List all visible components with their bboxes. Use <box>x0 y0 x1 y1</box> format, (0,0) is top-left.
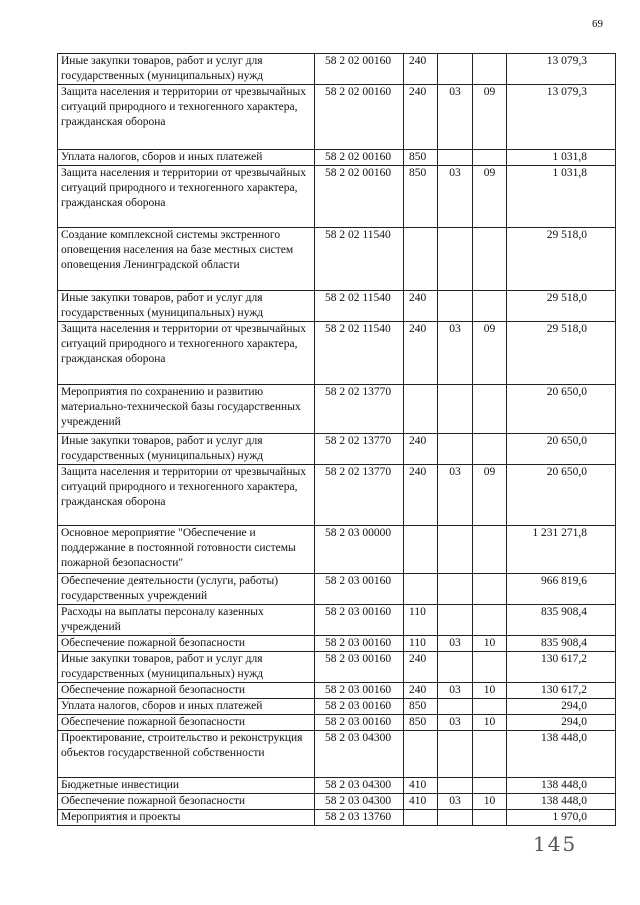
row-rz-cell <box>438 54 473 85</box>
row-code-cell: 58 2 03 00160 <box>315 652 404 683</box>
row-rz-cell: 03 <box>438 85 473 150</box>
row-rz-cell <box>438 228 473 291</box>
row-vr-cell: 110 <box>404 605 438 636</box>
row-pr-cell <box>473 731 507 778</box>
row-rz-cell <box>438 810 473 826</box>
table-row <box>58 810 616 826</box>
row-sum-cell: 13 079,3 <box>507 85 616 150</box>
row-pr-cell <box>473 810 507 826</box>
row-pr-cell: 09 <box>473 85 507 150</box>
row-pr-cell <box>473 291 507 322</box>
row-rz-cell: 03 <box>438 683 473 699</box>
row-code-cell: 58 2 03 00000 <box>315 526 404 574</box>
table-row <box>58 54 616 85</box>
row-rz-cell: 03 <box>438 715 473 731</box>
row-pr-cell: 10 <box>473 794 507 810</box>
table-row <box>58 605 616 636</box>
table-row <box>58 699 616 715</box>
row-sum-cell: 13 079,3 <box>507 54 616 85</box>
row-name-cell: Расходы на выплаты персоналу казенных учреждений <box>58 605 315 636</box>
row-pr-cell: 10 <box>473 636 507 652</box>
row-pr-cell: 09 <box>473 322 507 385</box>
row-vr-cell: 110 <box>404 636 438 652</box>
row-code-cell: 58 2 03 00160 <box>315 699 404 715</box>
row-sum-cell: 138 448,0 <box>507 794 616 810</box>
table-row <box>58 150 616 166</box>
row-code-cell: 58 2 02 11540 <box>315 291 404 322</box>
row-rz-cell <box>438 778 473 794</box>
row-pr-cell: 10 <box>473 683 507 699</box>
table-row <box>58 731 616 778</box>
row-pr-cell <box>473 150 507 166</box>
table-row <box>58 683 616 699</box>
row-sum-cell: 1 231 271,8 <box>507 526 616 574</box>
row-vr-cell: 240 <box>404 652 438 683</box>
row-name-cell: Иные закупки товаров, работ и услуг для государственных (муниципальных) нужд <box>58 54 315 85</box>
table-row <box>58 794 616 810</box>
table-row <box>58 434 616 465</box>
row-rz-cell <box>438 574 473 605</box>
row-name-cell: Обеспечение пожарной безопасности <box>58 683 315 699</box>
row-name-cell: Иные закупки товаров, работ и услуг для государственных (муниципальных) нужд <box>58 434 315 465</box>
row-code-cell: 58 2 02 00160 <box>315 85 404 150</box>
row-code-cell: 58 2 03 00160 <box>315 636 404 652</box>
table-row <box>58 778 616 794</box>
row-sum-cell: 29 518,0 <box>507 228 616 291</box>
row-pr-cell <box>473 778 507 794</box>
row-sum-cell: 1 031,8 <box>507 150 616 166</box>
row-rz-cell: 03 <box>438 794 473 810</box>
row-pr-cell: 09 <box>473 465 507 526</box>
row-name-cell: Проектирование, строительство и реконструкция объектов государственной собственности <box>58 731 315 778</box>
row-vr-cell: 240 <box>404 85 438 150</box>
row-sum-cell: 966 819,6 <box>507 574 616 605</box>
row-pr-cell <box>473 228 507 291</box>
row-code-cell: 58 2 02 00160 <box>315 150 404 166</box>
row-vr-cell <box>404 810 438 826</box>
row-rz-cell: 03 <box>438 166 473 228</box>
row-pr-cell <box>473 385 507 434</box>
table-row <box>58 228 616 291</box>
budget-table <box>57 53 616 826</box>
table-row <box>58 85 616 150</box>
row-sum-cell: 1 970,0 <box>507 810 616 826</box>
row-pr-cell <box>473 526 507 574</box>
table-row <box>58 636 616 652</box>
row-rz-cell: 03 <box>438 465 473 526</box>
row-code-cell: 58 2 03 00160 <box>315 605 404 636</box>
row-name-cell: Иные закупки товаров, работ и услуг для государственных (муниципальных) нужд <box>58 652 315 683</box>
row-sum-cell: 29 518,0 <box>507 322 616 385</box>
row-vr-cell: 240 <box>404 291 438 322</box>
row-pr-cell <box>473 605 507 636</box>
row-name-cell: Обеспечение пожарной безопасности <box>58 715 315 731</box>
row-code-cell: 58 2 03 00160 <box>315 715 404 731</box>
table-row <box>58 574 616 605</box>
table-row <box>58 385 616 434</box>
row-pr-cell: 10 <box>473 715 507 731</box>
row-code-cell: 58 2 02 11540 <box>315 228 404 291</box>
handwritten-page-stamp: 145 <box>533 832 578 856</box>
row-vr-cell: 240 <box>404 434 438 465</box>
row-vr-cell <box>404 526 438 574</box>
row-rz-cell <box>438 731 473 778</box>
row-rz-cell <box>438 605 473 636</box>
row-pr-cell: 09 <box>473 166 507 228</box>
row-vr-cell: 410 <box>404 794 438 810</box>
row-sum-cell: 294,0 <box>507 715 616 731</box>
row-pr-cell <box>473 434 507 465</box>
row-name-cell: Основное мероприятие "Обеспечение и поддержание в постоянной готовности системы пожарной безопасности" <box>58 526 315 574</box>
row-code-cell: 58 2 02 13770 <box>315 434 404 465</box>
row-rz-cell <box>438 150 473 166</box>
row-name-cell: Защита населения и территории от чрезвычайных ситуаций природного и техногенного характера, гражданская оборона <box>58 465 315 526</box>
table-row <box>58 715 616 731</box>
row-rz-cell: 03 <box>438 322 473 385</box>
row-vr-cell: 240 <box>404 54 438 85</box>
row-name-cell: Уплата налогов, сборов и иных платежей <box>58 150 315 166</box>
row-name-cell: Защита населения и территории от чрезвычайных ситуаций природного и техногенного характера, гражданская оборона <box>58 166 315 228</box>
row-code-cell: 58 2 03 13760 <box>315 810 404 826</box>
row-vr-cell: 850 <box>404 166 438 228</box>
row-name-cell: Мероприятия и проекты <box>58 810 315 826</box>
row-vr-cell: 850 <box>404 699 438 715</box>
row-sum-cell: 138 448,0 <box>507 731 616 778</box>
row-pr-cell <box>473 54 507 85</box>
row-rz-cell <box>438 699 473 715</box>
row-rz-cell <box>438 434 473 465</box>
row-name-cell: Иные закупки товаров, работ и услуг для государственных (муниципальных) нужд <box>58 291 315 322</box>
row-vr-cell <box>404 228 438 291</box>
row-code-cell: 58 2 03 04300 <box>315 731 404 778</box>
row-vr-cell <box>404 385 438 434</box>
row-rz-cell <box>438 652 473 683</box>
row-sum-cell: 20 650,0 <box>507 385 616 434</box>
row-vr-cell: 240 <box>404 322 438 385</box>
row-sum-cell: 130 617,2 <box>507 683 616 699</box>
row-sum-cell: 130 617,2 <box>507 652 616 683</box>
row-vr-cell: 240 <box>404 683 438 699</box>
page-number: 69 <box>592 18 603 30</box>
row-sum-cell: 835 908,4 <box>507 636 616 652</box>
row-code-cell: 58 2 02 11540 <box>315 322 404 385</box>
row-vr-cell: 850 <box>404 150 438 166</box>
table-row <box>58 465 616 526</box>
row-code-cell: 58 2 02 00160 <box>315 166 404 228</box>
row-sum-cell: 138 448,0 <box>507 778 616 794</box>
row-code-cell: 58 2 02 13770 <box>315 385 404 434</box>
row-name-cell: Защита населения и территории от чрезвычайных ситуаций природного и техногенного характера, гражданская оборона <box>58 322 315 385</box>
table-row <box>58 526 616 574</box>
row-code-cell: 58 2 02 13770 <box>315 465 404 526</box>
row-code-cell: 58 2 02 00160 <box>315 54 404 85</box>
row-name-cell: Обеспечение деятельности (услуги, работы) государственных учреждений <box>58 574 315 605</box>
row-name-cell: Мероприятия по сохранению и развитию материально-технической базы государственных учреждений <box>58 385 315 434</box>
row-rz-cell <box>438 385 473 434</box>
row-code-cell: 58 2 03 00160 <box>315 574 404 605</box>
row-pr-cell <box>473 574 507 605</box>
row-code-cell: 58 2 03 00160 <box>315 683 404 699</box>
row-vr-cell <box>404 574 438 605</box>
row-rz-cell: 03 <box>438 636 473 652</box>
row-name-cell: Уплата налогов, сборов и иных платежей <box>58 699 315 715</box>
row-sum-cell: 29 518,0 <box>507 291 616 322</box>
row-sum-cell: 20 650,0 <box>507 465 616 526</box>
row-vr-cell: 410 <box>404 778 438 794</box>
row-name-cell: Бюджетные инвестиции <box>58 778 315 794</box>
row-pr-cell <box>473 699 507 715</box>
row-vr-cell: 240 <box>404 465 438 526</box>
row-pr-cell <box>473 652 507 683</box>
row-code-cell: 58 2 03 04300 <box>315 794 404 810</box>
row-code-cell: 58 2 03 04300 <box>315 778 404 794</box>
row-vr-cell: 850 <box>404 715 438 731</box>
row-name-cell: Обеспечение пожарной безопасности <box>58 636 315 652</box>
row-rz-cell <box>438 526 473 574</box>
row-name-cell: Создание комплексной системы экстренного оповещения населения на базе местных систем оповещения Ленинградской области <box>58 228 315 291</box>
row-rz-cell <box>438 291 473 322</box>
table-body <box>58 54 616 826</box>
row-sum-cell: 1 031,8 <box>507 166 616 228</box>
row-name-cell: Защита населения и территории от чрезвычайных ситуаций природного и техногенного характера, гражданская оборона <box>58 85 315 150</box>
row-name-cell: Обеспечение пожарной безопасности <box>58 794 315 810</box>
table-row <box>58 166 616 228</box>
table-row <box>58 322 616 385</box>
row-vr-cell <box>404 731 438 778</box>
row-sum-cell: 294,0 <box>507 699 616 715</box>
table-row <box>58 291 616 322</box>
row-sum-cell: 835 908,4 <box>507 605 616 636</box>
table-row <box>58 652 616 683</box>
row-sum-cell: 20 650,0 <box>507 434 616 465</box>
